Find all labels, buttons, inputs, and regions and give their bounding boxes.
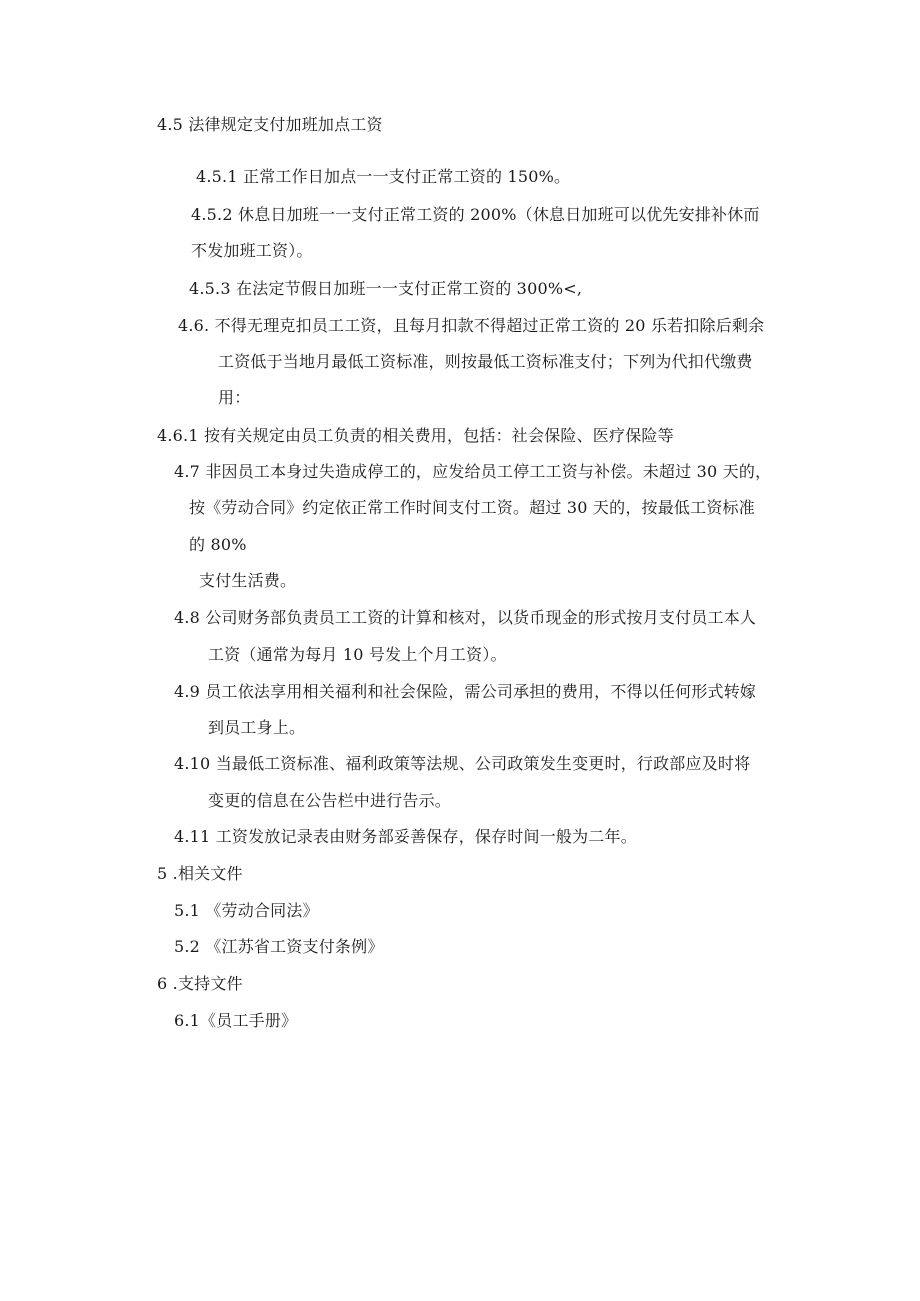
reference-5-1: 5.1 《劳动合同法》 xyxy=(174,901,319,920)
clause-4-5-3: 4.5.3 在法定节假日加班一一支付正常工资的 300%<, xyxy=(189,279,583,298)
clause-4-7-continued-2: 的 80% xyxy=(189,535,247,554)
section-4-5-heading: 4.5 法律规定支付加班加点工资 xyxy=(157,115,383,134)
clause-4-6-continued-2: 用： xyxy=(218,388,251,407)
clause-4-9: 4.9 员工依法享用相关福利和社会保险，需公司承担的费用，不得以任何形式转嫁 xyxy=(174,682,757,701)
clause-4-9-continued: 到员工身上。 xyxy=(208,718,306,737)
clause-4-11: 4.11 工资发放记录表由财务部妥善保存，保存时间一般为二年。 xyxy=(174,827,637,846)
clause-4-5-2-continued: 不发加班工资）。 xyxy=(191,241,313,260)
section-5-heading: 5 .相关文件 xyxy=(157,864,243,883)
clause-4-6: 4.6. 不得无理克扣员工工资，且每月扣款不得超过正常工资的 20 乐若扣除后剩余 xyxy=(178,316,765,335)
clause-4-5-2: 4.5.2 休息日加班一一支付正常工资的 200%（休息日加班可以优先安排补休而 xyxy=(191,205,760,224)
clause-4-10: 4.10 当最低工资标准、福利政策等法规、公司政策发生变更时，行政部应及时将 xyxy=(174,754,751,773)
clause-4-10-continued: 变更的信息在公告栏中进行告示。 xyxy=(208,791,452,810)
clause-4-6-1: 4.6.1 按有关规定由员工负责的相关费用，包括：社会保险、医疗保险等 xyxy=(157,426,674,445)
clause-4-7-continued-3: 支付生活费。 xyxy=(199,571,297,590)
reference-6-1: 6.1《员工手册》 xyxy=(174,1011,298,1030)
clause-4-7-continued-1: 按《劳动合同》约定依正常工作时间支付工资。超过 30 天的，按最低工资标准 xyxy=(189,498,755,517)
clause-4-8: 4.8 公司财务部负责员工工资的计算和核对，以货币现金的形式按月支付员工本人 xyxy=(174,608,757,627)
section-6-heading: 6 .支持文件 xyxy=(157,974,243,993)
clause-4-8-continued: 工资（通常为每月 10 号发上个月工资）。 xyxy=(208,645,507,664)
clause-4-6-continued-1: 工资低于当地月最低工资标准，则按最低工资标准支付；下列为代扣代缴费 xyxy=(218,352,753,371)
reference-5-2: 5.2 《江苏省工资支付条例》 xyxy=(174,937,384,956)
clause-4-7: 4.7 非因员工本身过失造成停工的，应发给员工停工工资与补偿。未超过 30 天的， xyxy=(174,462,772,481)
clause-4-5-1: 4.5.1 正常工作日加点一一支付正常工资的 150%。 xyxy=(196,167,571,186)
